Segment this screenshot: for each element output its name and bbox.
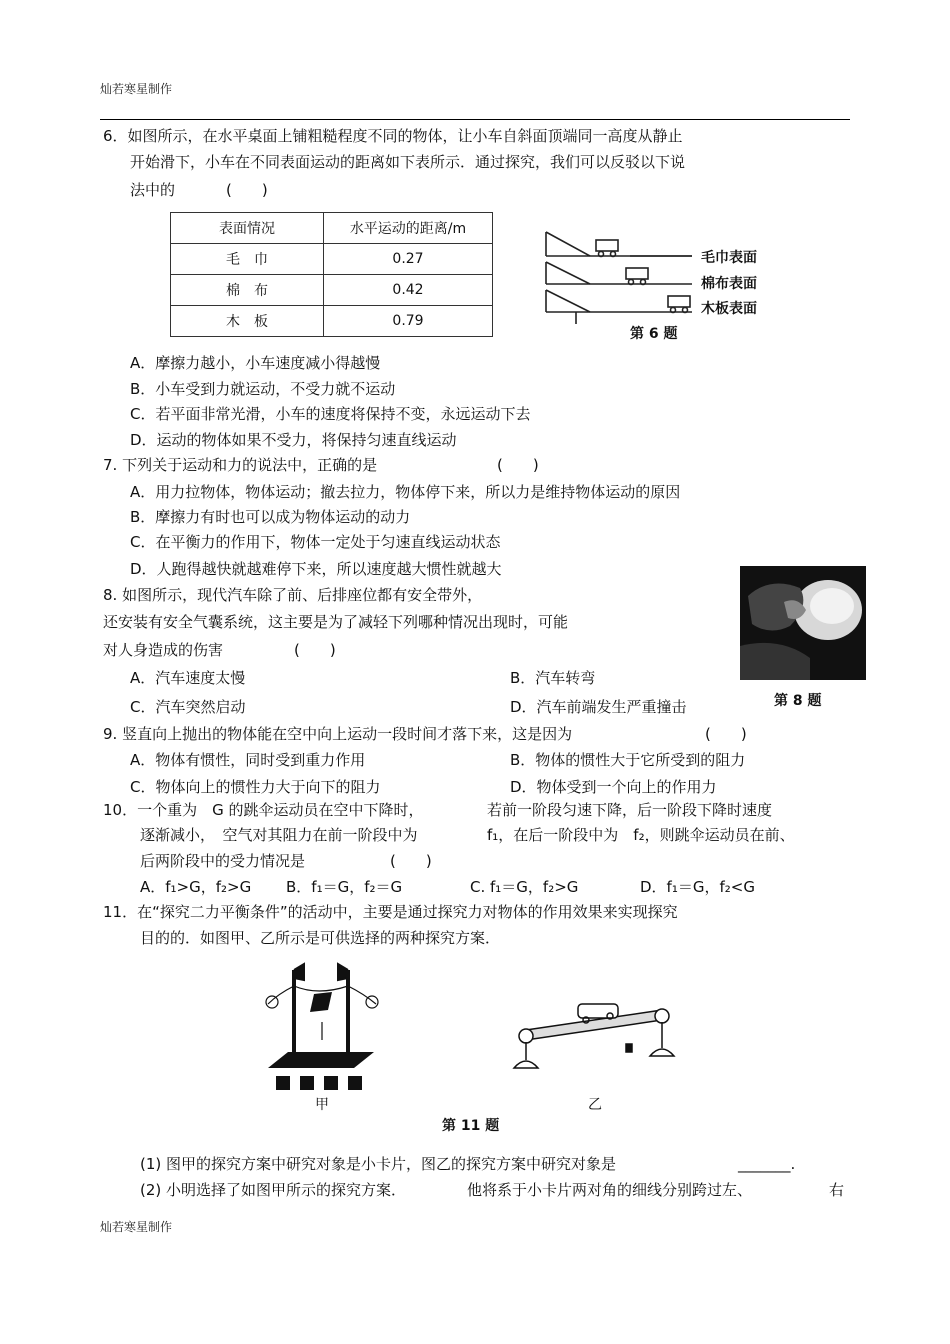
q10-option-d: D．f₁＝G，f₂<G — [640, 878, 755, 896]
q6-option-c: C．若平面非常光滑，小车的速度将保持不变，永远运动下去 — [130, 405, 531, 423]
q10-option-b: B．f₁＝G，f₂＝G — [286, 878, 403, 896]
table-header-row — [171, 213, 493, 244]
table-row — [171, 244, 493, 275]
header-rule — [100, 119, 850, 120]
q6-option-d: D．运动的物体如果不受力，将保持匀速直线运动 — [130, 431, 457, 449]
q7-option-d: D．人跑得越快就越难停下来，所以速度越大惯性就越大 — [130, 560, 502, 578]
q11-line1: 11．在“探究二力平衡条件”的活动中，主要是通过探究力对物体的作用效果来实现探究 — [103, 903, 678, 921]
q11-figure-label-b: 乙 — [588, 1097, 602, 1113]
q8-line1: 8. 如图所示，现代汽车除了前、后排座位都有安全带外， — [103, 586, 483, 604]
q10-option-c: C. f₁＝G，f₂>G — [470, 878, 579, 896]
q8-answer-paren: ( ) — [294, 641, 336, 659]
q9-answer-paren: ( ) — [705, 725, 747, 743]
q6-line2: 开始滑下，小车在不同表面运动的距离如下表所示．通过探究，我们可以反驳以下说 — [130, 153, 686, 171]
q10-answer-paren: ( ) — [390, 852, 432, 870]
table-cell: 棉 布 — [171, 275, 324, 306]
q7-stem: 7. 下列关于运动和力的说法中，正确的是 — [103, 456, 378, 474]
q9-option-b: B．物体的惯性大于它所受到的阻力 — [510, 751, 746, 769]
q6-line1: 6．如图所示，在水平桌面上铺粗糙程度不同的物体，让小车自斜面顶端同一高度从静止 — [103, 127, 683, 145]
q11-figure-label-a: 甲 — [315, 1097, 329, 1113]
q6-answer-paren: ( ) — [226, 181, 268, 199]
q10-option-a: A．f₁>G，f₂>G — [140, 878, 252, 896]
q7-answer-paren: ( ) — [497, 456, 539, 474]
q6-option-b: B．小车受到力就运动，不受力就不运动 — [130, 380, 396, 398]
q11-line2: 目的的．如图甲、乙所示是可供选择的两种探究方案． — [140, 929, 501, 947]
q11-figure-b-apparatus — [512, 984, 682, 1094]
table-cell: 0.42 — [324, 275, 493, 306]
q10-line2-part2: f₁，在后一阶段中为 f₂，则跳伞运动员在前、 — [487, 826, 795, 844]
q11-sub2-part1: (2) 小明选择了如图甲所示的探究方案． — [140, 1181, 407, 1199]
q8-option-a: A．汽车速度太慢 — [130, 669, 246, 687]
q8-line2: 还安装有安全气囊系统，这主要是为了减轻下列哪种情况出现时，可能 — [103, 613, 569, 631]
table-row — [171, 275, 493, 306]
q7-option-c: C．在平衡力的作用下，物体一定处于匀速直线运动状态 — [130, 533, 501, 551]
q11-figure-a-apparatus — [258, 956, 388, 1096]
q10-line3: 后两阶段中的受力情况是 — [140, 852, 306, 870]
table-cell: 毛 巾 — [171, 244, 324, 275]
q10-line1-part1: 10．一个重为 G 的跳伞运动员在空中下降时， — [103, 801, 424, 819]
q6-figure-caption: 第 6 题 — [630, 326, 678, 342]
q8-option-b: B．汽车转弯 — [510, 669, 596, 687]
table-row — [171, 306, 493, 337]
q11-sub1: (1) 图甲的探究方案中研究对象是小卡片，图乙的探究方案中研究对象是 — [140, 1155, 617, 1173]
table-cell: 0.27 — [324, 244, 493, 275]
q7-option-a: A．用力拉物体，物体运动；撤去拉力，物体停下来，所以力是维持物体运动的原因 — [130, 483, 681, 501]
table-header-distance: 水平运动的距离/m — [324, 213, 493, 244]
q8-line3: 对人身造成的伤害 — [103, 641, 224, 659]
q8-airbag-photo — [740, 566, 866, 680]
q7-option-b: B．摩擦力有时也可以成为物体运动的动力 — [130, 508, 411, 526]
footer-producer: 灿若寒星制作 — [100, 1220, 173, 1234]
q11-sub2-part2: 他将系于小卡片两对角的细线分别跨过左、 — [467, 1181, 753, 1199]
q9-option-c: C．物体向上的惯性力大于向下的阻力 — [130, 778, 381, 796]
q6-figure-label-cotton: 棉布表面 — [701, 276, 757, 292]
q10-line2-part1: 逐渐减小， 空气对其阻力在前一阶段中为 — [140, 826, 418, 844]
q8-option-c: C．汽车突然启动 — [130, 698, 246, 716]
q6-figure-label-wood: 木板表面 — [701, 301, 757, 317]
q8-figure-caption: 第 8 题 — [774, 693, 822, 709]
header-producer: 灿若寒星制作 — [100, 82, 173, 96]
q11-figure-caption: 第 11 题 — [442, 1118, 500, 1134]
q11-sub2-part3: 右 — [829, 1181, 845, 1199]
q6-figure-label-towel: 毛巾表面 — [701, 250, 757, 266]
q6-result-table — [170, 212, 493, 337]
q6-line3: 法中的 — [130, 181, 176, 199]
q9-option-d: D．物体受到一个向上的作用力 — [510, 778, 717, 796]
q11-sub1-blank: _______. — [738, 1155, 796, 1173]
q9-stem: 9. 竖直向上抛出的物体能在空中向上运动一段时间才落下来，这是因为 — [103, 725, 573, 743]
q8-option-d: D．汽车前端发生严重撞击 — [510, 698, 687, 716]
table-cell: 0.79 — [324, 306, 493, 337]
q10-line1-part2: 若前一阶段匀速下降，后一阶段下降时速度 — [487, 801, 773, 819]
table-header-surface: 表面情况 — [171, 213, 324, 244]
table-cell: 木 板 — [171, 306, 324, 337]
q9-option-a: A．物体有惯性，同时受到重力作用 — [130, 751, 366, 769]
q6-option-a: A．摩擦力越小，小车速度减小得越慢 — [130, 354, 381, 372]
